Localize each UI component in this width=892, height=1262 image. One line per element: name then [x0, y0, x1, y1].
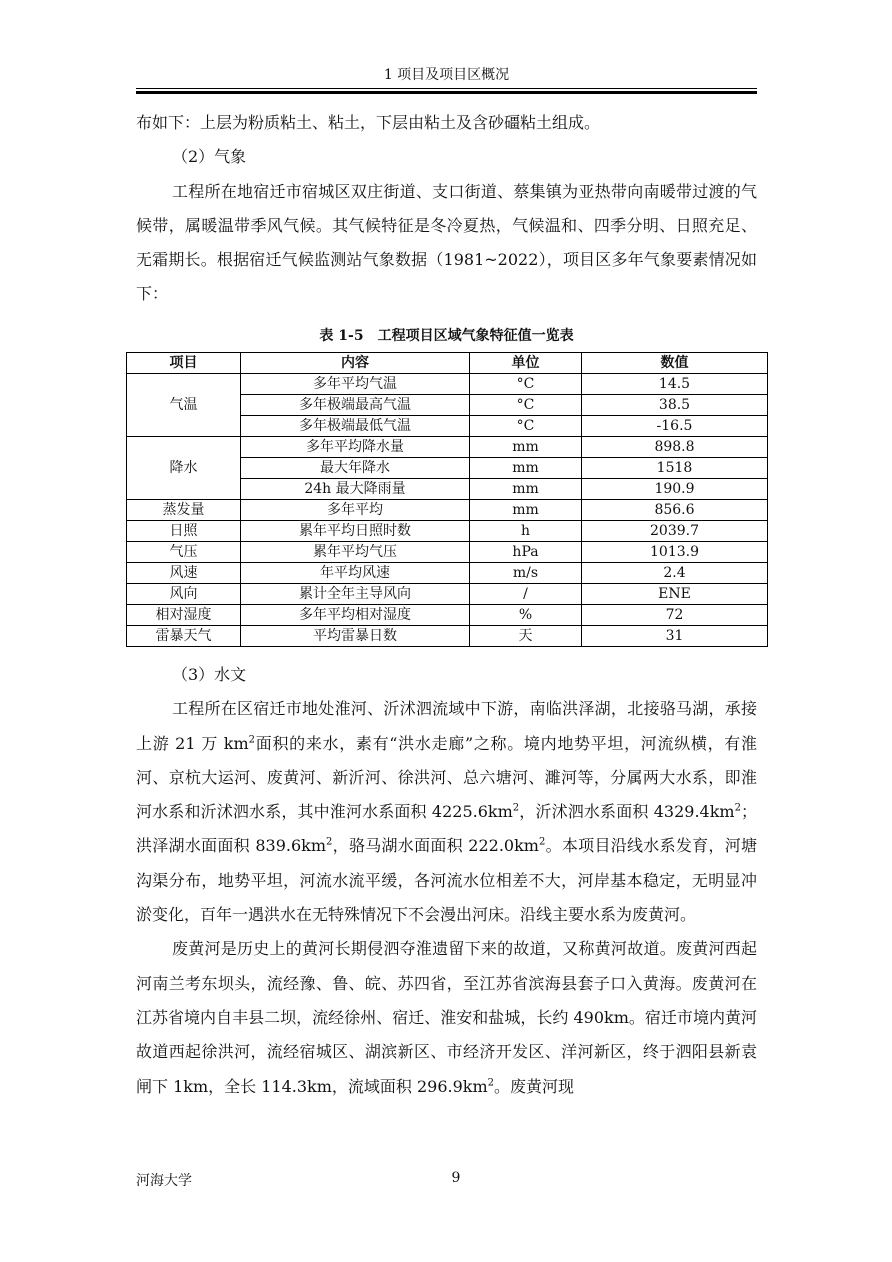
hydrology-paragraph-1: [136, 692, 757, 932]
table-row: [127, 542, 768, 563]
row-unit: hPa: [470, 542, 582, 563]
header-rule-thick: [136, 91, 757, 94]
table-header-row: [127, 353, 768, 374]
page-number: 9: [451, 1170, 461, 1186]
row-item: 风速: [127, 563, 241, 584]
running-header: 1 项目及项目区概况: [383, 67, 510, 83]
row-unit: mm: [470, 437, 582, 458]
row-content: 多年平均相对湿度: [241, 605, 470, 626]
hydrology-heading: （3）水文: [172, 665, 247, 684]
row-item: 雷暴天气: [127, 626, 241, 647]
text-run: ，沂沭泗水系面积 4329.4km: [519, 802, 735, 822]
row-content: 累计全年主导风向: [241, 584, 470, 605]
weather-section: [136, 106, 757, 312]
row-item: 日照: [127, 521, 241, 542]
superscript: 2: [248, 734, 256, 746]
row-item: 降水: [127, 437, 241, 500]
row-value: 31: [582, 626, 768, 647]
text-run: 面积的来水，素有“洪水走廊”之称。境内地势平坦，河流纵横，有淮河、京杭大运河、废黄河、新沂河、徐洪河、总六塘河、濉河等，分属两大水系，即淮河水系和沂沭泗水系，其中淮河水系面积 4225.6km: [136, 733, 757, 822]
row-unit: °C: [470, 416, 582, 437]
text-run: ；洪泽湖水面面积 839.6km: [136, 802, 757, 856]
row-value: 38.5: [582, 395, 768, 416]
row-item: 相对湿度: [127, 605, 241, 626]
row-unit: mm: [470, 500, 582, 521]
header-unit: 单位: [470, 353, 582, 374]
intro-line: 布如下：上层为粉质粘土、粘土，下层由粘土及含砂礓粘土组成。: [136, 113, 601, 132]
text-run: 。本项目沿线水系发育，河塘沟渠分布，地势平坦，河流水流平缓，各河流水位相差不大，河岸基本稳定，无明显冲淤变化，百年一遇洪水在无特殊情况下不会漫出河床。沿线主要水系为废黄河。: [136, 836, 757, 925]
row-unit: m/s: [470, 563, 582, 584]
weather-heading: （2）气象: [172, 147, 247, 167]
row-content: 累年平均气压: [241, 542, 470, 563]
row-item: 风向: [127, 584, 241, 605]
row-content: 多年极端最高气温: [241, 395, 470, 416]
hydrology-section: [136, 658, 757, 1104]
row-item: 气压: [127, 542, 241, 563]
row-value: 898.8: [582, 437, 768, 458]
row-unit: h: [470, 521, 582, 542]
table-row: [127, 626, 768, 647]
table-row: [127, 584, 768, 605]
row-content: 24h 最大降雨量: [241, 479, 470, 500]
superscript: 2: [734, 802, 741, 814]
header-content: 内容: [241, 353, 470, 374]
row-item: 气温: [127, 374, 241, 437]
table-row: [127, 500, 768, 521]
row-value: -16.5: [582, 416, 768, 437]
hydrology-paragraph-2: [136, 932, 757, 1103]
row-unit: mm: [470, 458, 582, 479]
row-unit: /: [470, 584, 582, 605]
superscript: 2: [538, 837, 546, 849]
row-content: 最大年降水: [241, 458, 470, 479]
row-content: 累年平均日照时数: [241, 521, 470, 542]
row-unit: 天: [470, 626, 582, 647]
header-value: 数值: [582, 353, 768, 374]
footer-institution: 河海大学: [136, 1173, 192, 1189]
table-caption: 表 1-5 工程项目区域气象特征值一览表: [319, 328, 574, 344]
row-unit: °C: [470, 374, 582, 395]
header-rule-thin: [136, 88, 757, 89]
row-value: 190.9: [582, 479, 768, 500]
row-content: 多年平均: [241, 500, 470, 521]
superscript: 2: [487, 1077, 495, 1089]
row-value: 2.4: [582, 563, 768, 584]
row-value: ENE: [582, 584, 768, 605]
row-content: 年平均风速: [241, 563, 470, 584]
row-unit: %: [470, 605, 582, 626]
table-row: [127, 605, 768, 626]
row-content: 多年平均气温: [241, 374, 470, 395]
table-row: [127, 521, 768, 542]
text-run: 废黄河是历史上的黄河长期侵泗夺淮遗留下来的故道，又称黄河故道。废黄河西起河南兰考东坝头，流经豫、鲁、皖、苏四省，至江苏省滨海县套子口入黄海。废黄河在江苏省境内自丰县二坝，流经徐州、宿迁、淮安和盐城，长约 490km。宿迁市境内黄河故道西起徐洪河，流经宿城区、湖滨新区、市经济开发区、洋河新区，终于泗阳县新袁闸下 1km，全长 114.3km，流域面积 296.9km: [136, 939, 757, 1096]
table-row: [127, 437, 768, 458]
row-value: 2039.7: [582, 521, 768, 542]
superscript: 2: [326, 837, 333, 849]
row-content: 多年极端最低气温: [241, 416, 470, 437]
text-run: 工程所在区宿迁市地处淮河、沂沭泗流域中下游，南临洪泽湖，北接骆马湖，承接上游 21 万 km: [136, 699, 757, 753]
table-row: [127, 374, 768, 395]
row-content: 多年平均降水量: [241, 437, 470, 458]
weather-table: [126, 352, 768, 647]
row-item: 蒸发量: [127, 500, 241, 521]
row-unit: mm: [470, 479, 582, 500]
row-value: 1518: [582, 458, 768, 479]
text-run: 。废黄河现: [494, 1076, 575, 1096]
row-value: 72: [582, 605, 768, 626]
header-item: 项目: [127, 353, 241, 374]
superscript: 2: [512, 802, 520, 814]
row-unit: °C: [470, 395, 582, 416]
weather-paragraph: 工程所在地宿迁市宿城区双庄街道、支口街道、蔡集镇为亚热带向南暖带过渡的气候带，属暖温带季风气候。其气候特征是冬冷夏热，气候温和、四季分明、日照充足、无霜期长。根据宿迁气候监测站气象数据（1981~2022），项目区多年气象要素情况如下：: [136, 181, 757, 304]
row-content: 平均雷暴日数: [241, 626, 470, 647]
row-value: 1013.9: [582, 542, 768, 563]
text-run: ，骆马湖水面面积 222.0km: [332, 836, 539, 856]
row-value: 856.6: [582, 500, 768, 521]
row-value: 14.5: [582, 374, 768, 395]
table-row: [127, 563, 768, 584]
